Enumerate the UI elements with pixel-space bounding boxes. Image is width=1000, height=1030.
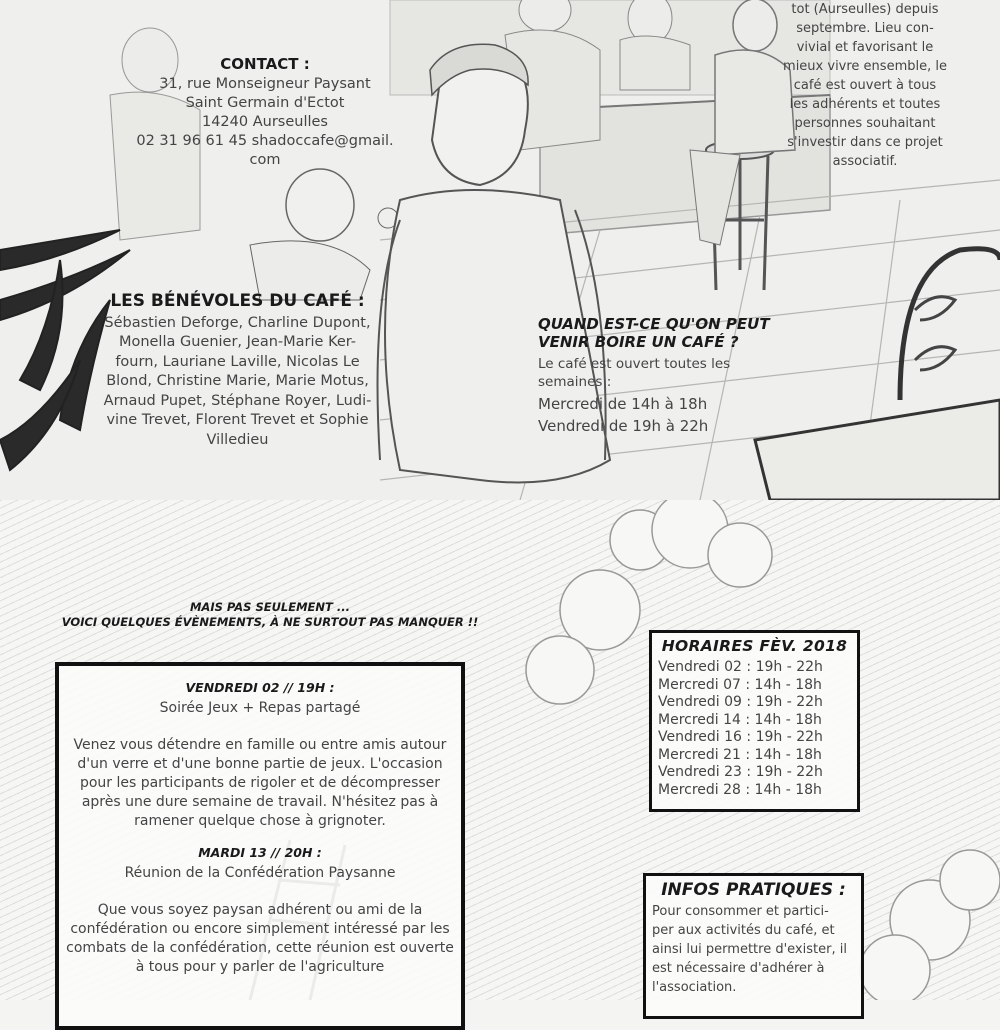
address-line-1: 31, rue Monseigneur Paysant xyxy=(159,76,371,92)
about-section xyxy=(765,0,965,171)
practical-info-line: per aux activités du café, et xyxy=(652,923,835,938)
schedule-row: Vendredi 23 : 19h - 22h xyxy=(658,764,823,780)
events-box xyxy=(55,662,465,1030)
schedule-box xyxy=(649,630,860,812)
phone-email-line[interactable]: 02 31 96 61 45 shadoccafe@gmail. xyxy=(136,133,394,149)
event-date: MARDI 13 // 20H : xyxy=(198,845,322,860)
contact-title: CONTACT : xyxy=(220,55,310,73)
volunteers-line: Arnaud Pupet, Stéphane Royer, Ludi- xyxy=(103,392,372,409)
opening-hours-title xyxy=(538,315,788,351)
schedule-row: Vendredi 02 : 19h - 22h xyxy=(658,659,823,675)
opening-title-line-2: VENIR BOIRE UN CAFÉ ? xyxy=(538,333,739,351)
practical-info-box xyxy=(643,873,864,1019)
email-line-continuation: com xyxy=(249,152,281,168)
opening-slot-friday: Vendredi de 19h à 22h xyxy=(538,417,709,435)
opening-slot-wednesday: Mercredi de 14h à 18h xyxy=(538,395,708,413)
practical-info-line: Pour consommer et partici- xyxy=(652,904,829,919)
schedule-row: Mercredi 14 : 14h - 18h xyxy=(658,711,822,728)
contact-section xyxy=(110,55,420,170)
volunteers-section xyxy=(95,292,380,450)
events-intro-line-1: MAIS PAS SEULEMENT ... xyxy=(189,600,350,614)
practical-info-line: ainsi lui permettre d'exister, il xyxy=(652,942,847,957)
event-title: Réunion de la Confédération Paysanne xyxy=(124,865,396,881)
opening-title-line-1: QUAND EST-CE QU'ON PEUT xyxy=(538,315,770,333)
opening-intro xyxy=(538,355,788,391)
event-item xyxy=(59,843,461,977)
schedule-list xyxy=(652,659,857,799)
about-line: les adhérents et toutes xyxy=(789,97,941,112)
volunteers-title: LES BÉNÉVOLES DU CAFÉ : xyxy=(110,291,365,311)
about-line: personnes souhaitant xyxy=(794,116,936,131)
event-date: VENDREDI 02 // 19H : xyxy=(185,680,335,695)
volunteers-line: Monella Guenier, Jean-Marie Ker- xyxy=(118,334,357,350)
volunteers-line: vine Trevet, Florent Trevet et Sophie xyxy=(106,412,369,428)
volunteers-line: fourn, Lauriane Laville, Nicolas Le xyxy=(115,353,360,370)
practical-info-line: l'association. xyxy=(652,980,737,995)
practical-info-line: est nécessaire d'adhérer à xyxy=(652,961,825,976)
about-line: mieux vivre ensemble, le xyxy=(783,59,947,74)
practical-info-text xyxy=(646,900,861,997)
events-intro xyxy=(40,600,500,630)
schedule-row: Vendredi 16 : 19h - 22h xyxy=(658,729,823,745)
volunteers-line: Sébastien Deforge, Charline Dupont, xyxy=(104,314,371,331)
volunteers-line: Villedieu xyxy=(206,431,269,448)
opening-intro-line-2: semaines : xyxy=(538,374,612,390)
about-line: café est ouvert à tous xyxy=(793,78,937,93)
event-item xyxy=(59,678,461,831)
about-line: tot (Aurseulles) depuis xyxy=(791,2,939,17)
schedule-title: HORAIRES FÈV. 2018 xyxy=(661,637,848,655)
address-line-2: Saint Germain d'Ectot xyxy=(185,95,345,111)
about-line: associatif. xyxy=(832,154,898,169)
volunteers-line: Blond, Christine Marie, Marie Motus, xyxy=(106,373,369,389)
opening-intro-line-1: Le café est ouvert toutes les xyxy=(538,356,731,372)
address-line-3: 14240 Aurseulles xyxy=(201,114,328,130)
practical-info-title: INFOS PRATIQUES : xyxy=(661,880,846,900)
about-line: septembre. Lieu con- xyxy=(796,21,934,36)
events-intro-line-2: VOICI QUELQUES ÉVÈNEMENTS, À NE SURTOUT PAS MANQUER !! xyxy=(61,615,479,629)
schedule-row: Mercredi 21 : 14h - 18h xyxy=(658,746,822,763)
event-description: Que vous soyez paysan adhérent ou ami de la confédération ou encore simplement intéressé par les combats de la confédération, cette réunion est ouverte à tous pour y parler de l'agriculture xyxy=(66,902,454,975)
event-description: Venez vous détendre en famille ou entre amis autour d'un verre et d'une bonne partie de jeux. L'occasion pour les participants de rigoler et de décompresser après une dure semaine de travail. N'hésitez pas à ramener quelque chose à grignoter. xyxy=(73,737,447,829)
about-line: vivial et favorisant le xyxy=(796,40,934,55)
about-line: s'investir dans ce projet xyxy=(787,135,943,150)
schedule-row: Mercredi 07 : 14h - 18h xyxy=(658,676,822,693)
opening-hours-section xyxy=(538,315,788,435)
schedule-row: Mercredi 28 : 14h - 18h xyxy=(658,781,822,798)
schedule-row: Vendredi 09 : 19h - 22h xyxy=(658,694,823,710)
event-title: Soirée Jeux + Repas partagé xyxy=(159,700,361,716)
